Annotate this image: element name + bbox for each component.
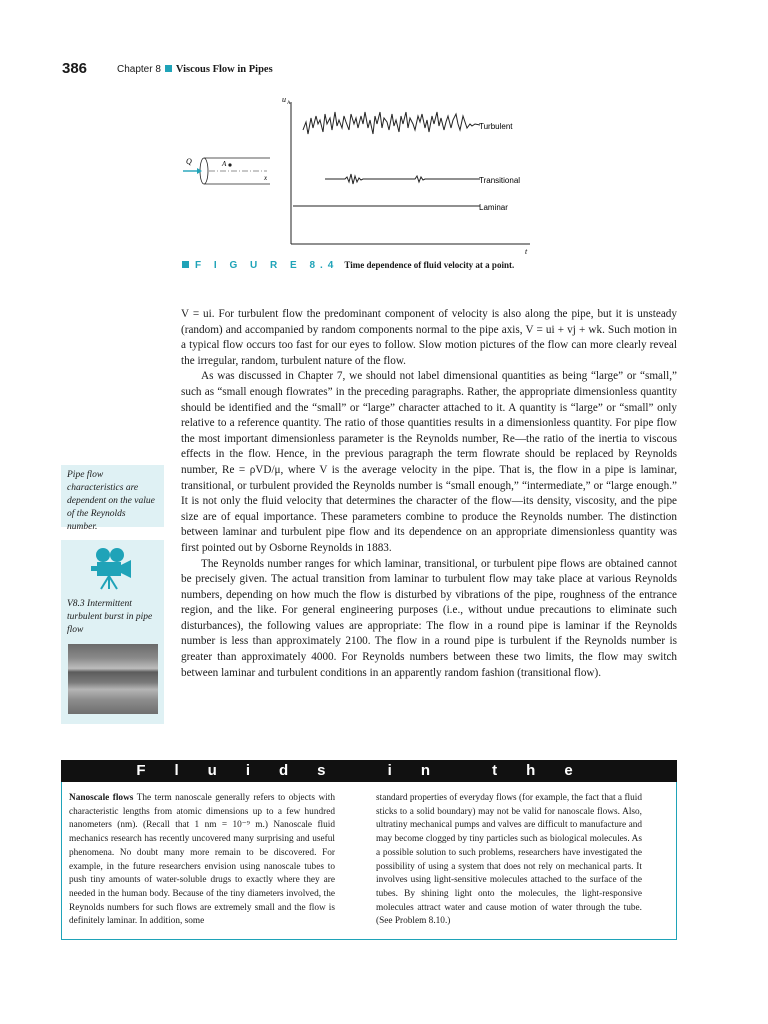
figure-caption-text: Time dependence of fluid velocity at a point. (344, 260, 515, 270)
point-a-label: A (222, 160, 227, 168)
page-number: 386 (62, 60, 88, 77)
turbulent-label: Turbulent (479, 122, 513, 131)
chapter-label: Chapter 8 (117, 64, 161, 75)
y-axis-sub: A (287, 101, 291, 106)
figure-caption (182, 260, 514, 271)
news-right-column: standard properties of everyday flows (for example, the fact that a fluid sticks to a solid boundary) may not be valid for nanoscale flows. Also, ultratiny mechanical pumps and valves are difficult to manufacture and may become clogged by tiny particles such as biological molecules. As a possible solution to such problems, researchers have investigated the possibility of using a system that does not rely on mechanical parts. It involves using light-sensitive molecules attached to the surface of the tubes. By shining light onto the molecules, the light-responsive molecules attract water and cause motion of water through the tube. (See Problem 8.10.) (376, 793, 642, 927)
video-box[interactable] (61, 540, 164, 724)
body-text (181, 307, 677, 681)
figure-label: F I G U R E 8.4 (195, 260, 339, 271)
paragraph-2: As was discussed in Chapter 7, we should not label dimensional quantities as being “large” or “small,” such as “small enough flowrates” in the preceding paragraphs. Rather, the appropriate dimensionless quantity should be identified and the “small” or “large” character attached to it. A quantity is “large” or “small” only relative to a reference quantity. The ratio of those quantities results in a dimensionless quantity. For pipe flow the most important dimensionless parameter is the Reynolds number, Re—the ratio of the inertia to viscous effects in the flow. Hence, in the previous paragraph the term flowrate should be replaced by Reynolds number, Re = ρVD/μ, where V is the average velocity in the pipe. That is, the flow in a pipe is laminar, transitional, or turbulent provided the Reynolds number is “small enough,” “intermediate,” or “large enough.” It is not only the fluid velocity that determines the character of the flow—its density, viscosity, and the pipe size are of equal importance. These parameters combine to produce the Reynolds number. The distinction between laminar and turbulent pipe flow and its dependence on an appropriate dimensionless quantity was first pointed out by Osborne Reynolds in 1883. (181, 370, 677, 554)
point-a-marker (228, 163, 231, 166)
y-axis-label: u (282, 95, 286, 104)
square-bullet-icon (165, 65, 172, 72)
turbulent-curve (303, 112, 480, 134)
velocity-time-figure (175, 94, 535, 256)
margin-note: Pipe flow characteristics are dependent on the value of the Reynolds number. (61, 465, 164, 527)
running-header (117, 64, 273, 75)
square-bullet-icon (182, 261, 189, 268)
news-left-column (69, 792, 335, 929)
transitional-curve (325, 174, 480, 184)
pipe-sketch (183, 157, 270, 184)
news-lead: Nanoscale flows (69, 793, 134, 803)
chapter-title: Viscous Flow in Pipes (175, 64, 273, 75)
laminar-label: Laminar (479, 203, 508, 212)
transitional-label: Transitional (479, 176, 521, 185)
news-box (61, 782, 677, 940)
video-caption: V8.3 Intermittent turbulent burst in pipe flow (67, 599, 153, 635)
paragraph-3: The Reynolds number ranges for which laminar, transitional, or turbulent pipe flows are obtained cannot be precisely given. The actual transition from laminar to turbulent flow may take place at various Reynolds numbers, depending on how much the flow is disturbed by vibrations of the pipe, roughness of the entrance region, and the like. For general engineering purposes (i.e., without undue precautions to eliminate such disturbances), the following values are appropriate: The flow in a round pipe is laminar if the Reynolds number is less than approximately 2100. The flow in a round pipe is turbulent if the Reynolds number is greater than approximately 4000. For Reynolds numbers between these two limits, the flow may switch between laminar and turbulent conditions in an apparently random fashion (transitional flow). (181, 557, 677, 679)
news-banner: Fluids in the News (61, 760, 677, 782)
movie-camera-icon (89, 546, 135, 590)
paragraph-1: V = ui. For turbulent flow the predominant component of velocity is also along the pipe, but it is unsteady (random) and accompanied by random components normal to the pipe axis, V = ui + vj + wk. Such motion in a typical flow occurs too fast for our eyes to follow. Slow motion pictures of the flow can more clearly reveal the irregular, random, turbulent nature of the flow. (181, 308, 677, 367)
flow-label: Q (186, 157, 192, 166)
news-left-text: The term nanoscale generally refers to objects with characteristic lengths from atomic dimensions up to a few hundred nanometers (nm). (Recall that 1 nm = 10⁻⁹ m.) Nanoscale fluid mechanics research has recently uncovered many surprising and useful phenomena. No doubt many more remain to be discovered. For example, in the future researchers envision using nanoscale tubes to push tiny amounts of water-soluble drugs to exactly where they are needed in the human body. Because of the tiny diameters involved, the Reynolds numbers for such flows are extremely small and the flow is definitely laminar. In addition, some (69, 793, 335, 927)
x-axis-label: t (525, 247, 528, 256)
pipe-axis-label: x (264, 174, 268, 182)
video-thumbnail[interactable] (68, 644, 158, 714)
